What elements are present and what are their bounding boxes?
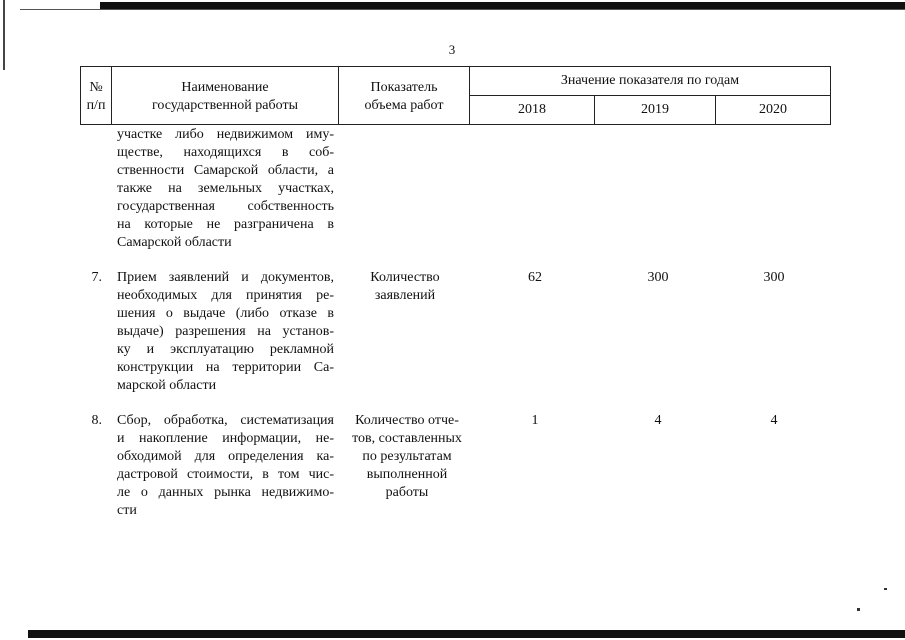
scan-speck — [884, 588, 887, 590]
header-top-border — [80, 66, 831, 67]
row-number: 8. — [91, 413, 102, 428]
row-value-2019: 4 — [654, 413, 662, 428]
header-years-divider — [469, 95, 831, 96]
scan-border-bottom — [28, 630, 905, 638]
header-name: Наименование государственной работы — [152, 80, 298, 113]
row-value-2018: 1 — [531, 413, 539, 428]
page-number: 3 — [448, 42, 456, 57]
header-num: № п/п — [86, 80, 106, 113]
header-values-group: Значение показателя по годам — [560, 73, 740, 88]
header-year-2018: 2018 — [518, 102, 546, 117]
scan-speck — [857, 608, 860, 611]
scan-border-left — [3, 0, 5, 70]
row-indicator: Количество заявлений — [370, 270, 440, 303]
scan-border-top — [100, 2, 905, 9]
row-name: Сбор, обработка, систематизация и накопление информации, не- обходимой для определения ка- дастровой стоимости, в том чис- ле о данных рынка недвижимо- сти — [117, 413, 334, 518]
scan-border-top-thin — [20, 9, 905, 10]
continuation-name: участке либо недвижимом иму- ществе, находящихся в соб- ственности Самарской области, а также на земельных участках, государственная собственность на которые не разграничена в Самарской области — [117, 127, 334, 250]
row-indicator: Количество отче- тов, составленных по результатам выполненной работы — [352, 413, 462, 500]
header-year-2019: 2019 — [641, 102, 669, 117]
header-indicator: Показатель объема работ — [364, 80, 444, 113]
row-value-2019: 300 — [647, 270, 669, 285]
header-bottom-border — [80, 124, 831, 125]
header-year-2020: 2020 — [759, 102, 787, 117]
row-value-2018: 62 — [528, 270, 542, 285]
row-name: Прием заявлений и документов, необходимых для принятия ре- шения о выдаче (либо отказе в выдаче) разрешения на установ- ку и эксплуатацию рекламной конструкции на территории Са- марской области — [117, 270, 334, 393]
header-border-right — [830, 66, 831, 125]
row-number: 7. — [91, 270, 102, 285]
row-value-2020: 4 — [770, 413, 778, 428]
row-value-2020: 300 — [763, 270, 785, 285]
